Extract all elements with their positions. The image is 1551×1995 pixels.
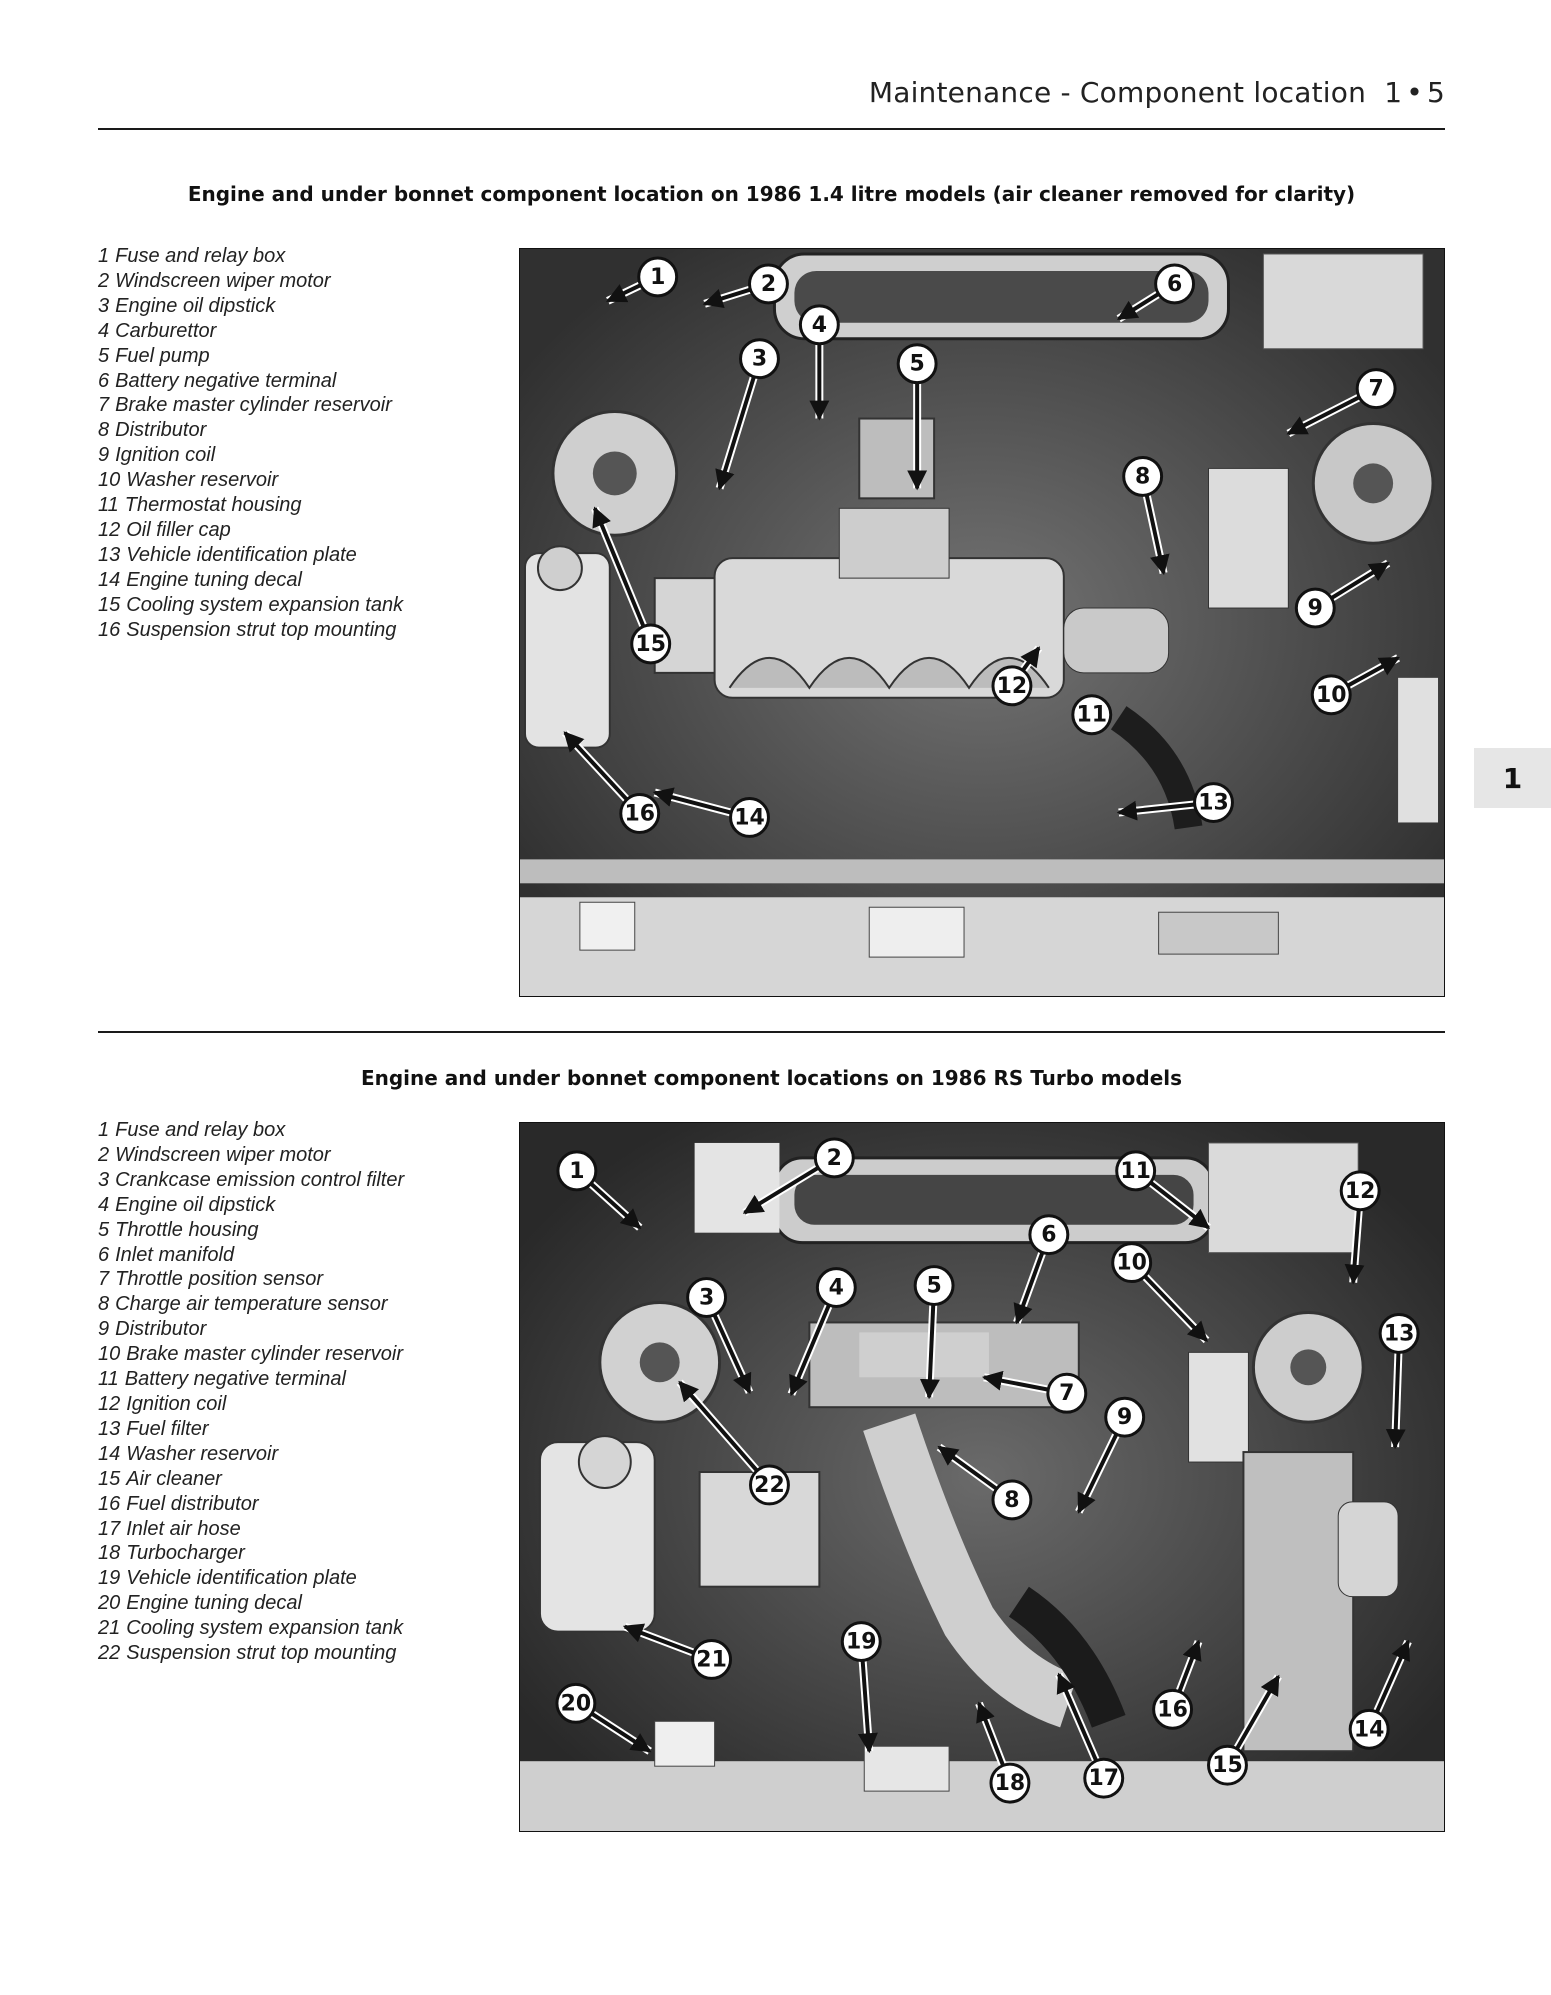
- legend-label: Washer reservoir: [126, 469, 279, 492]
- legend-item: [98, 369, 403, 394]
- legend-label: Suspension strut top mounting: [126, 1642, 397, 1665]
- engine-bay-illustration-2: [520, 1123, 1444, 1831]
- legend-number: 13: [98, 543, 121, 566]
- legend-number: 6: [98, 1243, 110, 1266]
- legend-item: [98, 1392, 404, 1417]
- legend-label: Vehicle identification plate: [126, 1567, 357, 1590]
- legend-item: [98, 1193, 404, 1218]
- callout-number: 13: [1383, 1321, 1415, 1347]
- legend-item: [98, 493, 403, 518]
- legend-item: [98, 543, 403, 568]
- legend-item: [98, 468, 403, 493]
- legend-label: Engine oil dipstick: [115, 1193, 276, 1216]
- legend-item: [98, 568, 403, 593]
- legend-number: 1: [98, 245, 110, 267]
- legend-item: [98, 1143, 404, 1168]
- legend-item: [98, 1566, 404, 1591]
- legend-label: Charge air temperature sensor: [115, 1293, 388, 1316]
- legend-item: [98, 618, 403, 643]
- callout-number: 6: [1041, 1222, 1057, 1248]
- callout-number: 20: [560, 1691, 592, 1717]
- callout-number: 10: [1116, 1250, 1147, 1276]
- legend-label: Cooling system expansion tank: [126, 1617, 404, 1640]
- legend-number: 16: [98, 618, 121, 641]
- legend-item: [98, 1467, 404, 1492]
- legend-item: [98, 1118, 404, 1143]
- legend-item: [98, 1591, 404, 1616]
- legend-number: 16: [98, 1492, 121, 1515]
- legend-label: Fuel pump: [115, 344, 210, 367]
- callout-number: 3: [698, 1285, 715, 1311]
- legend-label: Battery negative terminal: [124, 1368, 346, 1391]
- legend-number: 7: [98, 394, 110, 417]
- legend-label: Crankcase emission control filter: [115, 1168, 405, 1191]
- legend-item: [98, 1267, 404, 1292]
- callout-number: 2: [760, 271, 777, 297]
- legend-item: [98, 1517, 404, 1542]
- legend-label: Throttle position sensor: [115, 1268, 324, 1291]
- callout-number: 18: [994, 1771, 1026, 1797]
- callout-number: 13: [1198, 790, 1229, 816]
- legend-label: Windscreen wiper motor: [115, 1143, 331, 1166]
- legend-item: [98, 1616, 404, 1641]
- page-separator: •: [1406, 76, 1423, 109]
- callout-number: 16: [624, 801, 656, 827]
- legend-number: 9: [98, 1318, 110, 1341]
- figure-1-engine-photo: [519, 248, 1445, 997]
- legend-label: Inlet manifold: [115, 1243, 235, 1266]
- legend-label: Fuse and relay box: [115, 245, 286, 267]
- legend-number: 9: [98, 444, 110, 467]
- legend-label: Throttle housing: [115, 1218, 259, 1241]
- callout-number: 11: [1076, 702, 1108, 728]
- callout-number: 9: [1117, 1405, 1133, 1431]
- legend-label: Carburettor: [115, 319, 217, 342]
- legend-label: Brake master cylinder reservoir: [115, 394, 392, 417]
- legend-number: 18: [98, 1542, 121, 1565]
- legend-label: Brake master cylinder reservoir: [126, 1343, 403, 1366]
- legend-item: [98, 1641, 404, 1666]
- page-header: [869, 76, 1445, 109]
- callout-number: 11: [1120, 1158, 1151, 1184]
- callout-number: 21: [696, 1647, 727, 1673]
- legend-item: [98, 443, 403, 468]
- legend-number: 3: [98, 1168, 110, 1191]
- legend-item: [98, 294, 403, 319]
- callout-11: [1073, 696, 1111, 734]
- legend-label: Oil filler cap: [126, 518, 231, 541]
- legend-number: 15: [98, 1467, 121, 1490]
- callout-number: 22: [754, 1472, 785, 1498]
- legend-number: 2: [98, 1143, 110, 1166]
- callout-number: 15: [1212, 1753, 1243, 1779]
- legend-item: [98, 1342, 404, 1367]
- callout-number: 4: [811, 312, 827, 338]
- callout-number: 1: [650, 264, 666, 290]
- callout-number: 10: [1315, 682, 1347, 708]
- legend-label: Fuel distributor: [126, 1492, 259, 1515]
- callout-number: 7: [1059, 1381, 1075, 1407]
- callout-number: 9: [1307, 596, 1323, 622]
- legend-number: 8: [98, 419, 110, 442]
- callout-number: 12: [1344, 1178, 1376, 1204]
- legend-number: 14: [98, 568, 121, 591]
- legend-label: Distributor: [115, 419, 207, 442]
- callout-number: 1: [569, 1158, 585, 1184]
- callout-number: 4: [828, 1275, 844, 1301]
- legend-item: [98, 1492, 404, 1517]
- section-title: Maintenance - Component location: [868, 76, 1367, 109]
- legend-number: 13: [98, 1417, 121, 1440]
- legend-number: 22: [98, 1642, 121, 1665]
- legend-item: [98, 244, 403, 269]
- legend-number: 11: [98, 1368, 119, 1391]
- section-divider: [98, 1031, 1445, 1033]
- engine-bay-illustration-1: [520, 249, 1444, 996]
- callout-number: 16: [1157, 1697, 1188, 1723]
- figure-1-legend: [98, 244, 403, 643]
- legend-label: Windscreen wiper motor: [115, 269, 331, 292]
- legend-label: Air cleaner: [126, 1467, 222, 1490]
- legend-item: [98, 1442, 404, 1467]
- legend-item: [98, 344, 403, 369]
- legend-label: Fuel filter: [126, 1417, 209, 1440]
- legend-label: Turbocharger: [126, 1542, 245, 1565]
- legend-number: 4: [98, 319, 110, 342]
- legend-label: Vehicle identification plate: [126, 543, 357, 566]
- callout-number: 2: [826, 1145, 842, 1171]
- legend-label: Inlet air hose: [126, 1517, 241, 1540]
- page-number: 5: [1426, 76, 1445, 109]
- callout-number: 14: [1353, 1717, 1385, 1743]
- legend-label: Engine tuning decal: [126, 568, 302, 591]
- legend-number: 21: [98, 1617, 121, 1640]
- legend-item: [98, 418, 403, 443]
- legend-number: 1: [98, 1119, 110, 1141]
- legend-label: Washer reservoir: [126, 1442, 279, 1465]
- legend-item: [98, 1243, 404, 1268]
- legend-label: Ignition coil: [115, 444, 216, 467]
- callout-number: 19: [845, 1629, 877, 1655]
- legend-item: [98, 393, 403, 418]
- legend-label: Cooling system expansion tank: [126, 593, 404, 616]
- callout-number: 14: [734, 805, 765, 831]
- figure-1-caption: Engine and under bonnet component location on 1986 1.4 litre models (air cleaner removed for clarity): [187, 182, 1356, 206]
- legend-number: 8: [98, 1293, 110, 1316]
- callout-number: 8: [1004, 1487, 1020, 1513]
- figure-2-caption: Engine and under bonnet component locations on 1986 RS Turbo models: [360, 1066, 1183, 1090]
- legend-label: Distributor: [115, 1318, 207, 1341]
- legend-label: Thermostat housing: [124, 494, 302, 517]
- legend-label: Fuse and relay box: [115, 1119, 286, 1141]
- legend-number: 5: [98, 344, 110, 367]
- legend-number: 12: [98, 1392, 121, 1415]
- header-rule: [98, 128, 1445, 130]
- legend-item: [98, 1168, 404, 1193]
- callout-number: 17: [1088, 1766, 1120, 1792]
- callout-number: 12: [996, 673, 1028, 699]
- legend-item: [98, 1541, 404, 1566]
- legend-label: Engine tuning decal: [126, 1592, 302, 1615]
- legend-number: 3: [98, 294, 110, 317]
- chapter-thumb-tab: 1: [1474, 748, 1551, 808]
- legend-number: 19: [98, 1567, 121, 1590]
- legend-label: Suspension strut top mounting: [126, 618, 397, 641]
- legend-number: 20: [98, 1592, 121, 1615]
- legend-number: 11: [98, 494, 119, 517]
- legend-item: [98, 518, 403, 543]
- callout-number: 15: [635, 631, 666, 657]
- figure-2-legend: [98, 1118, 404, 1666]
- page-chapter: 1: [1384, 76, 1403, 109]
- legend-number: 5: [98, 1218, 110, 1241]
- legend-number: 17: [98, 1517, 121, 1540]
- legend-number: 2: [98, 269, 110, 292]
- legend-number: 14: [98, 1442, 121, 1465]
- callout-number: 3: [751, 346, 768, 372]
- legend-number: 7: [98, 1268, 110, 1291]
- legend-number: 4: [98, 1193, 110, 1216]
- legend-item: [98, 593, 403, 618]
- callout-number: 7: [1368, 376, 1384, 402]
- legend-item: [98, 1317, 404, 1342]
- legend-number: 15: [98, 593, 121, 616]
- callout-number: 5: [909, 351, 925, 377]
- legend-number: 10: [98, 469, 121, 492]
- callout-number: 8: [1135, 464, 1151, 490]
- legend-item: [98, 319, 403, 344]
- legend-number: 12: [98, 518, 121, 541]
- legend-item: [98, 269, 403, 294]
- legend-label: Ignition coil: [126, 1392, 227, 1415]
- callout-number: 5: [926, 1273, 942, 1299]
- legend-item: [98, 1292, 404, 1317]
- legend-label: Battery negative terminal: [115, 369, 337, 392]
- callout-number: 6: [1166, 271, 1183, 297]
- legend-number: 10: [98, 1343, 121, 1366]
- legend-number: 6: [98, 369, 110, 392]
- legend-item: [98, 1218, 404, 1243]
- legend-label: Engine oil dipstick: [115, 294, 276, 317]
- legend-item: [98, 1417, 404, 1442]
- legend-item: [98, 1367, 404, 1392]
- figure-2-engine-photo: [519, 1122, 1445, 1832]
